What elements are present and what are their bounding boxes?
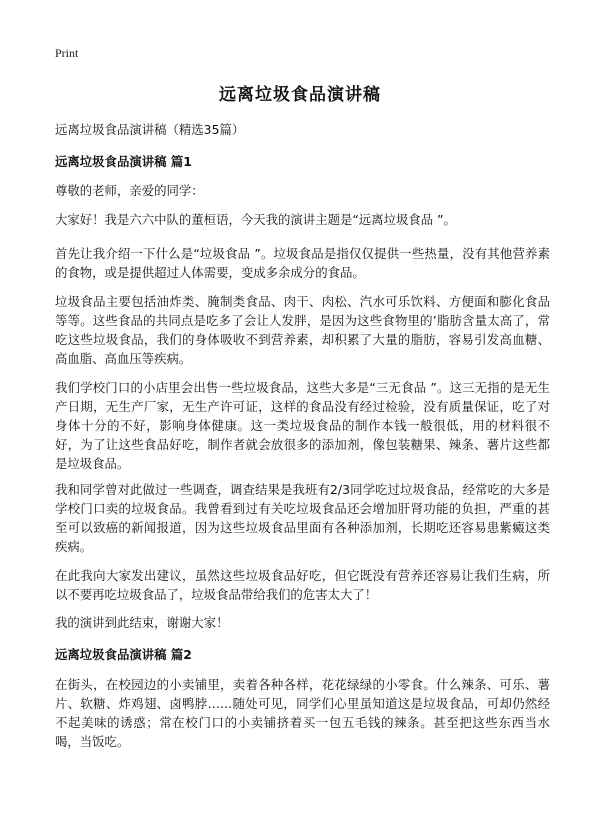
section-heading-1: 远离垃圾食品演讲稿 篇1 <box>55 154 192 169</box>
page-title: 远离垃圾食品演讲稿 <box>219 85 381 105</box>
paragraph-street-snacks: 在街头，在校园边的小卖铺里，卖着各种各样，花花绿绿的小零食。什么辣条、可乐、薯片、软糖、炸鸡翅、卤鸭脖……随处可见，同学们心里虽知道这是垃圾食品，可却仍然经不起美味的诱惑；常在校门口的小卖铺挤着买一包五毛钱的辣条。甚至把这些东西当水喝，当饭吃。 <box>55 677 550 749</box>
paragraph-intro: 大家好！我是六六中队的董桓语，今天我的演讲主题是“远离垃圾食品 ”。 <box>55 212 456 227</box>
paragraph-greeting: 尊敬的老师，亲爱的同学： <box>55 183 204 198</box>
paragraph-closing: 我的演讲到此结束，谢谢大家！ <box>55 615 229 630</box>
print-link[interactable]: Print <box>55 46 79 60</box>
paragraph-categories: 垃圾食品主要包括油炸类、腌制类食品、肉干、肉松、汽水可乐饮料、方便面和膨化食品等等。这些食品的共同点是吃多了会让人发胖，是因为这些食物里的’脂肪含量太高了，常吃这些垃圾食品，我们的身体吸收不到营养素，却积累了大量的脂肪，容易引发高血糖、高血脂、高血压等疾病。 <box>55 294 550 366</box>
paragraph-survey: 我和同学曾对此做过一些调查，调查结果是我班有2/3同学吃过垃圾食品，经常吃的大多是学校门口卖的垃圾食品。我曾看到过有关吃垃圾食品还会增加肝肾功能的负担，严重的甚至可以致癌的新闻报道，因为这些垃圾食品里面有各种添加剂，长期吃还容易患紫癜这类疾病。 <box>55 482 550 554</box>
paragraph-definition: 首先让我介绍一下什么是“垃圾食品 ”。垃圾食品是指仅仅提供一些热量，没有其他营养素的食物，或是提供超过人体需要，变成多余成分的食品。 <box>55 246 550 280</box>
paragraph-suggestion: 在此我向大家发出建议，虽然这些垃圾食品好吃，但它既没有营养还容易让我们生病，所以不要再吃垃圾食品了，垃圾食品带给我们的危害太大了！ <box>55 568 550 602</box>
section-heading-2: 远离垃圾食品演讲稿 篇2 <box>55 647 192 662</box>
paragraph-school-shops: 我们学校门口的小店里会出售一些垃圾食品，这些大多是“三无食品 ”。这三无指的是无生产日期，无生产厂家，无生产许可证，这样的食品没有经过检验，没有质量保证，吃了对身体十分的不好，影响身体健康。这一类垃圾食品的制作本钱一般很低，用的材料很不好，为了让这些食品好吃，制作者就会放很多的添加剂，像包装糖果、辣条、薯片这些都是垃圾食品。 <box>55 380 550 471</box>
document-subtitle: 远离垃圾食品演讲稿（精选35篇） <box>55 122 245 137</box>
